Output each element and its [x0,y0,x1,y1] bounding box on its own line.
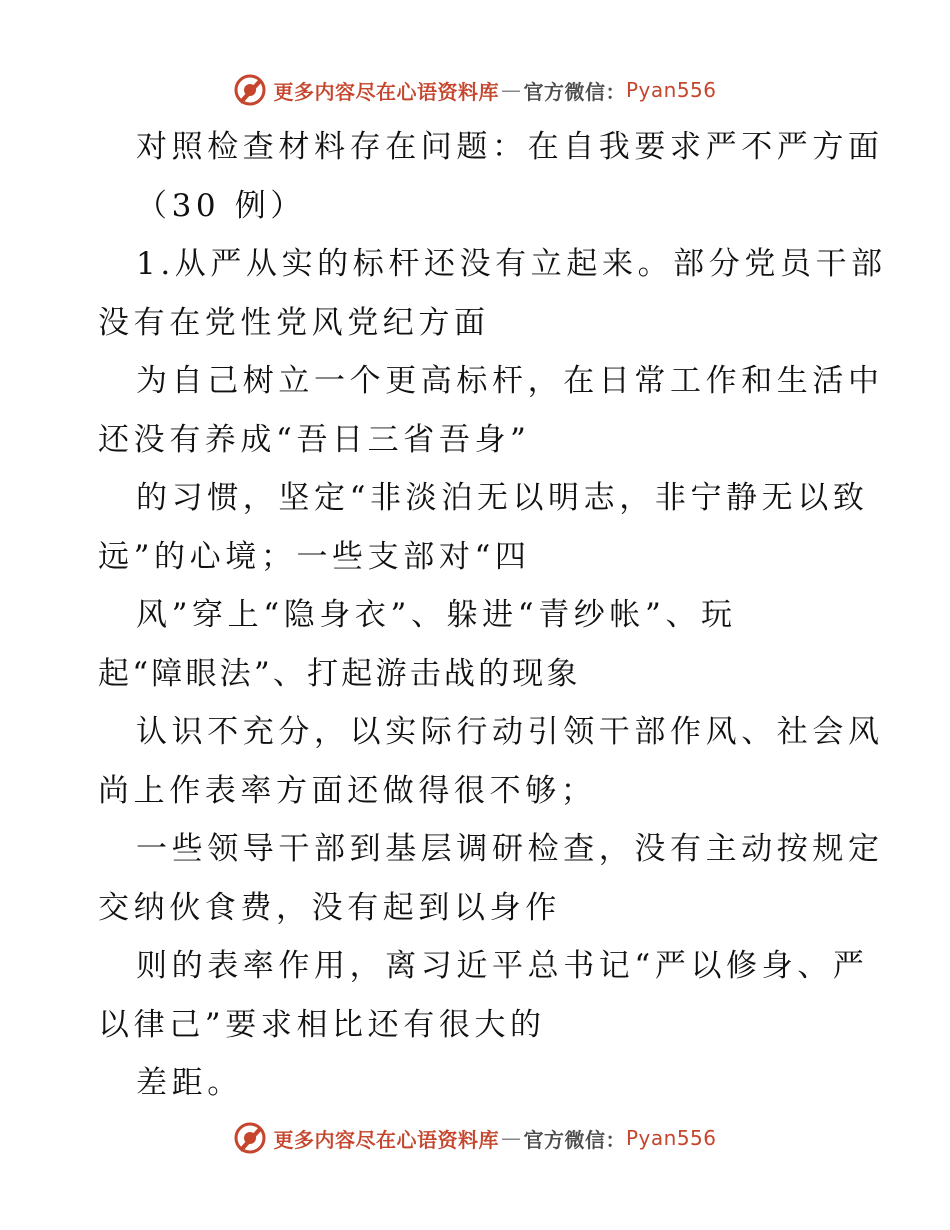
footer-dash: — [500,1126,522,1150]
paragraph-line: 远”的心境；一些支部对“四 [98,538,531,575]
paragraph-line: 还没有养成“吾日三省吾身” [98,421,531,458]
document-body [98,118,887,1113]
paragraph-line: 认识不充分，以实际行动引领干部作风、社会风 [136,714,884,750]
paragraph-line: 风”穿上“隐身衣”、躲进“青纱帐”、玩 [136,597,737,633]
paragraph-line: 的习惯，坚定“非淡泊无以明志，非宁静无以致 [136,480,869,516]
paragraph-line: 以律己”要求相比还有很大的 [98,1006,546,1043]
paragraph-line: 为自己树立一个更高标杆，在日常工作和生活中 [136,363,884,399]
brush-logo-icon [233,1121,267,1155]
paragraph-line: 则的表率作用，离习近平总书记“严以修身、严 [136,948,869,984]
footer-slogan: 更多内容尽在心语资料库 [273,1127,499,1152]
paragraph-line: 1.从严从实的标杆还没有立起来。部分党员干部 [136,246,887,282]
paragraph-line: 差距。 [136,1065,243,1101]
footer-banner [0,1116,950,1160]
footer-wechat-id: Pyan556 [625,1126,717,1150]
paragraph-line: 起“障眼法”、打起游击战的现象 [98,655,581,692]
header-dash: — [500,78,522,102]
brush-logo-icon [233,73,267,107]
document-subtitle: （30 例） [136,187,306,224]
footer-wechat-label: 官方微信： [523,1127,626,1152]
paragraph-line: 交纳伙食费，没有起到以身作 [98,889,561,926]
paragraph-line: 尚上作表率方面还做得很不够； [98,772,597,809]
header-wechat-id: Pyan556 [625,78,717,102]
header-banner [0,68,950,112]
header-slogan: 更多内容尽在心语资料库 [273,79,499,104]
paragraph-line: 没有在党性党风党纪方面 [98,304,490,341]
document-title: 对照检查材料存在问题：在自我要求严不严方面 [136,129,884,165]
paragraph-line: 一些领导干部到基层调研检查，没有主动按规定 [136,831,884,867]
header-wechat-label: 官方微信： [523,79,626,104]
